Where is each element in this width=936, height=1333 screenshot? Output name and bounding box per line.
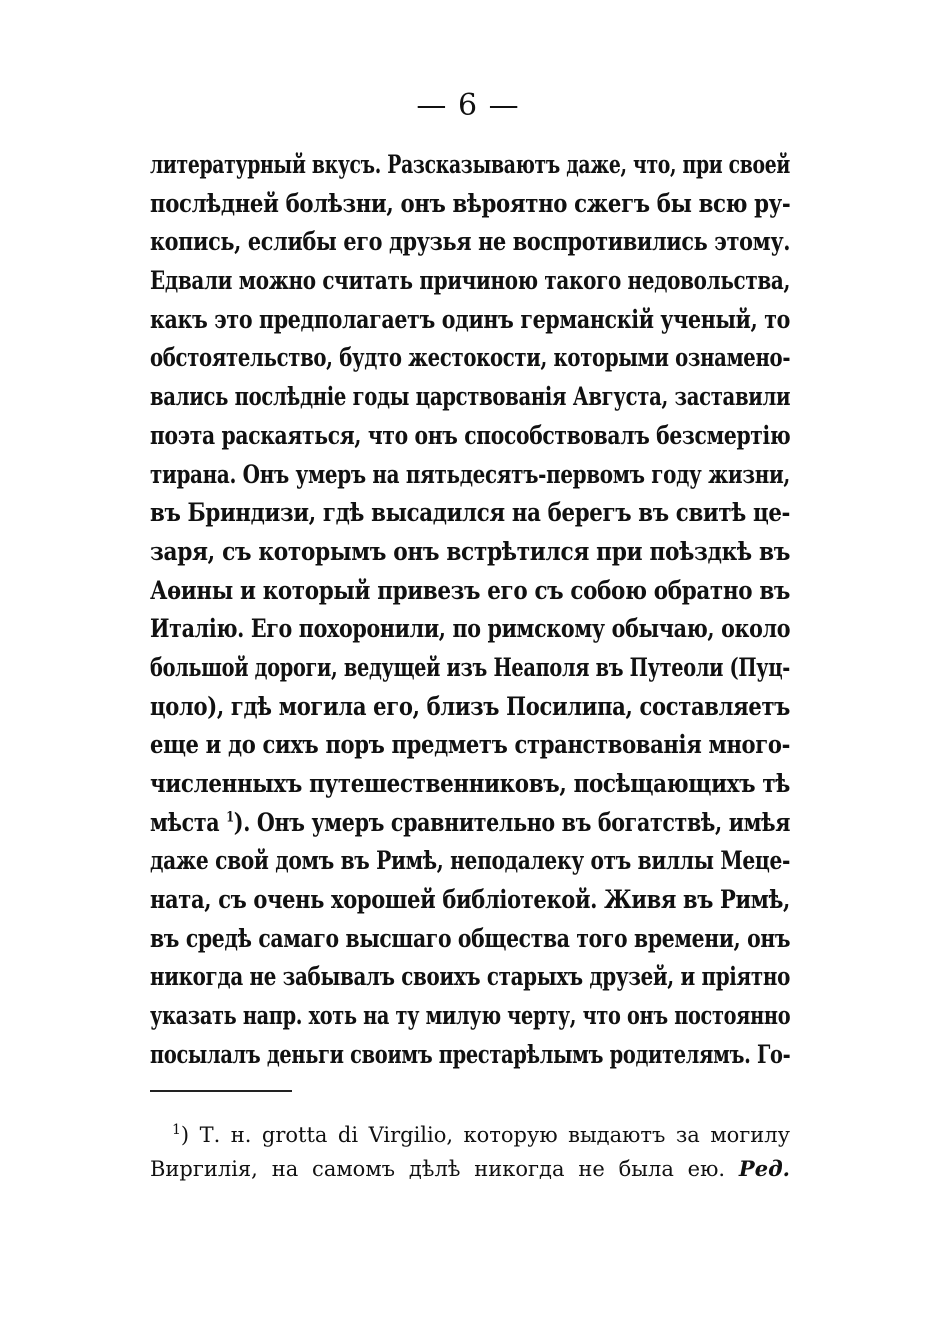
footnote [150, 1118, 790, 1186]
text-line: послѣдней болѣзни, онъ вѣроятно сжегъ бы всю ру- [150, 188, 791, 218]
main-text [150, 146, 790, 1075]
text-line: обстоятельство, будто жестокости, которыми ознамено- [150, 343, 791, 373]
text-line: ната, съ очень хорошей библіотекой. Живя въ Римѣ, [150, 885, 790, 915]
text-line: копись, еслибы его друзья не воспротивились этому. [150, 227, 791, 257]
text-line: поэта раскаяться, что онъ способствовалъ безсмертію [150, 420, 791, 450]
text-line: даже свой домъ въ Римѣ, неподалеку отъ виллы Меце- [150, 846, 791, 876]
text-line: вались послѣдніе годы царствованія Августа, заставили [150, 382, 791, 412]
text-line: въ средѣ самаго высшаго общества того времени, онъ [150, 923, 791, 953]
text-line: большой дороги, ведущей изъ Неаполя въ Путеоли (Пуц- [150, 652, 790, 682]
text-line: Едвали можно считать причиною такого недовольства, [150, 266, 791, 296]
footnote-text: Виргилія, на самомъ дѣлѣ никогда не была ею. [150, 1157, 726, 1181]
footnote-marker: 1 [172, 1122, 181, 1138]
text-line: литературный вкусъ. Разсказываютъ даже, что, при своей [150, 150, 790, 179]
footnote-reference: 1 [226, 809, 234, 826]
text-line: никогда не забывалъ своихъ старыхъ друзей, и пріятно [150, 962, 790, 992]
text-line: заря, съ которымъ онъ встрѣтился при поѣздкѣ въ [150, 536, 790, 566]
text-line: Аѳины и который привезъ его съ собою обратно въ [150, 575, 790, 605]
text-line: численныхъ путешественниковъ, посѣщающихъ тѣ [150, 769, 790, 798]
text-line: тирана. Онъ умеръ на пятьдесятъ-первомъ году жизни, [150, 459, 790, 489]
text-line: указать напр. хоть на ту милую черту, что онъ постоянно [150, 1001, 791, 1031]
page-number: — 6 — [416, 88, 520, 123]
text-line: еще и до сихъ поръ предметъ странствованія много- [150, 730, 790, 760]
text-line: цоло), гдѣ могила его, близъ Посилипа, составляетъ [150, 691, 790, 721]
footnote-line [150, 1118, 790, 1152]
footnote-text: ) Т. н. grotta di Virgilio, которую выдаютъ за могилу [180, 1123, 790, 1147]
editor-mark: Ред. [738, 1156, 790, 1181]
text-line-with-footnote-ref [150, 804, 790, 843]
text-line: въ Бриндизи, гдѣ высадился на берегъ въ свитѣ це- [150, 498, 791, 528]
footnote-divider [150, 1090, 292, 1092]
text-line: какъ это предполагаетъ одинъ германскій ученый, то [150, 304, 790, 334]
footnote-line [150, 1152, 790, 1186]
text-line: Италію. Его похоронили, по римскому обычаю, около [150, 614, 791, 644]
text-segment: мѣста [150, 807, 227, 837]
text-segment: ). Онъ умеръ сравнительно въ богатствѣ, имѣя [233, 807, 791, 837]
text-line: посылалъ деньги своимъ престарѣлымъ родителямъ. Го- [150, 1039, 791, 1069]
